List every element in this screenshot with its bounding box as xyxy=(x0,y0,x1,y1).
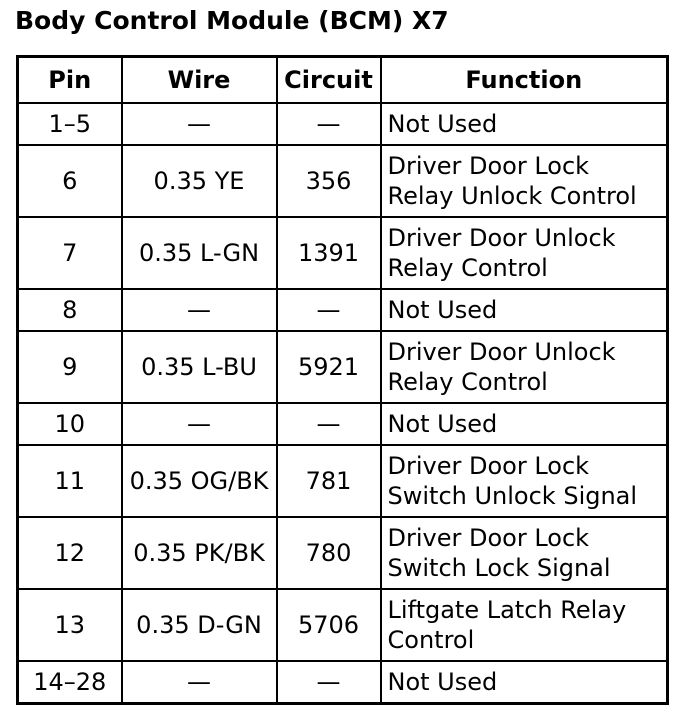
function-cell: Not Used xyxy=(381,403,668,445)
function-cell: Driver Door Unlock Relay Control xyxy=(381,331,668,403)
wire-cell: — xyxy=(122,403,277,445)
wire-cell: — xyxy=(122,289,277,331)
pin-cell: 1–5 xyxy=(18,103,122,145)
pinout-table xyxy=(16,55,669,705)
table-row xyxy=(18,289,668,331)
wire-cell: 0.35 L-GN xyxy=(122,217,277,289)
function-cell: Driver Door Lock Switch Unlock Signal xyxy=(381,445,668,517)
function-cell: Not Used xyxy=(381,661,668,704)
pin-cell: 9 xyxy=(18,331,122,403)
function-cell: Liftgate Latch Relay Control xyxy=(381,589,668,661)
circuit-cell: — xyxy=(277,103,381,145)
table-row xyxy=(18,217,668,289)
circuit-cell: 5921 xyxy=(277,331,381,403)
table-row xyxy=(18,445,668,517)
pin-cell: 12 xyxy=(18,517,122,589)
wire-cell: — xyxy=(122,661,277,704)
pin-cell: 10 xyxy=(18,403,122,445)
circuit-cell: 781 xyxy=(277,445,381,517)
header-row xyxy=(18,57,668,104)
function-cell: Driver Door Unlock Relay Control xyxy=(381,217,668,289)
table-row xyxy=(18,331,668,403)
wire-cell: 0.35 OG/BK xyxy=(122,445,277,517)
pin-cell: 13 xyxy=(18,589,122,661)
circuit-cell: 1391 xyxy=(277,217,381,289)
wire-cell: — xyxy=(122,103,277,145)
function-cell: Not Used xyxy=(381,289,668,331)
function-cell: Not Used xyxy=(381,103,668,145)
wire-cell: 0.35 YE xyxy=(122,145,277,217)
column-header-circuit: Circuit xyxy=(277,57,381,104)
table-row xyxy=(18,589,668,661)
circuit-cell: 356 xyxy=(277,145,381,217)
wire-cell: 0.35 PK/BK xyxy=(122,517,277,589)
circuit-cell: 780 xyxy=(277,517,381,589)
pin-cell: 14–28 xyxy=(18,661,122,704)
pin-cell: 6 xyxy=(18,145,122,217)
table-row xyxy=(18,661,668,704)
page-title: Body Control Module (BCM) X7 xyxy=(15,6,449,35)
function-cell: Driver Door Lock Switch Lock Signal xyxy=(381,517,668,589)
table-row xyxy=(18,103,668,145)
pin-cell: 11 xyxy=(18,445,122,517)
table-row xyxy=(18,403,668,445)
circuit-cell: — xyxy=(277,661,381,704)
wire-cell: 0.35 D-GN xyxy=(122,589,277,661)
function-cell: Driver Door Lock Relay Unlock Control xyxy=(381,145,668,217)
circuit-cell: — xyxy=(277,289,381,331)
table-row xyxy=(18,145,668,217)
pin-cell: 7 xyxy=(18,217,122,289)
circuit-cell: — xyxy=(277,403,381,445)
pin-cell: 8 xyxy=(18,289,122,331)
column-header-function: Function xyxy=(381,57,668,104)
column-header-pin: Pin xyxy=(18,57,122,104)
table-row xyxy=(18,517,668,589)
column-header-wire: Wire xyxy=(122,57,277,104)
wire-cell: 0.35 L-BU xyxy=(122,331,277,403)
circuit-cell: 5706 xyxy=(277,589,381,661)
